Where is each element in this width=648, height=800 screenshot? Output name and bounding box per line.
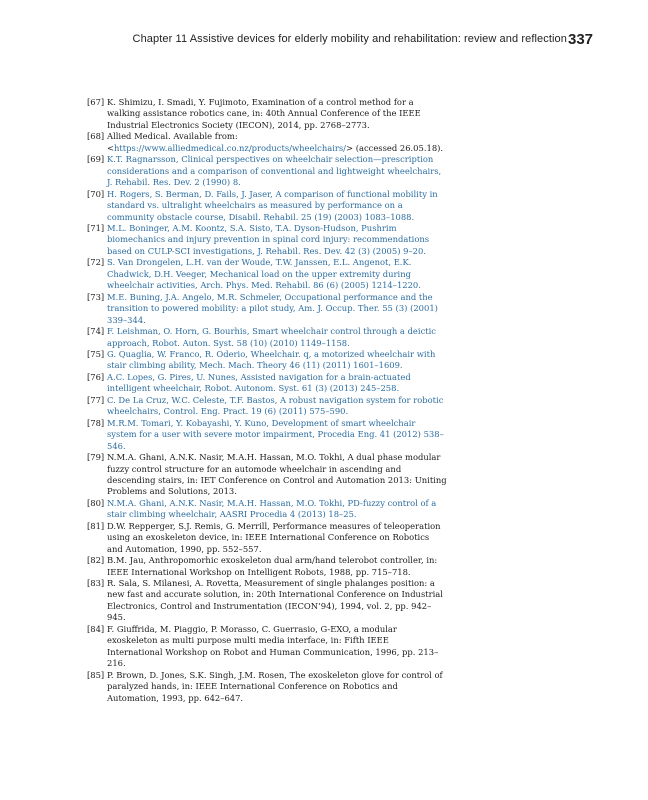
- reference-link[interactable]: K.T. Ragnarsson, Clinical perspectives on wheelchair selection—prescription considerations and a comparison of conventional and lightweight wheelchairs, J. Rehabil. Res. Dev. 2 (1990) 8.: [107, 154, 442, 188]
- reference-text-part: Allied Medical. Available from: <: [107, 131, 238, 153]
- chapter-title: Chapter 11 Assistive devices for elderly mobility and rehabilitation: review and reflection: [132, 33, 567, 45]
- reference-link[interactable]: M.R.M. Tomari, Y. Kobayashi, Y. Kuno, Development of smart wheelchair system for a user with severe motor impairment, Procedia Eng. 41 (2012) 538–546.: [107, 417, 444, 451]
- reference-item[interactable]: [87, 395, 447, 418]
- reference-number: [75]: [87, 348, 105, 359]
- reference-item[interactable]: [87, 154, 447, 188]
- reference-link[interactable]: F. Leishman, O. Horn, G. Bourhis, Smart wheelchair control through a deictic approach, Robot. Auton. Syst. 58 (10) (2010) 1149–1158.: [107, 326, 436, 348]
- reference-link[interactable]: N.M.A. Ghani, A.N.K. Nasir, M.A.H. Hassan, M.O. Tokhi, PD-fuzzy control of a stair climbing wheelchair, AASRI Procedia 4 (2013) 18–25.: [107, 497, 437, 520]
- reference-item[interactable]: [87, 498, 447, 521]
- reference-number: [69]: [87, 154, 105, 165]
- reference-text: B.M. Jau, Anthropomorhic exoskeleton dual arm/hand telerobot controller, in: IEEE International Workshop on Intelligent Robots, 1988, pp. 715–718.: [107, 555, 438, 577]
- reference-text: R. Sala, S. Milanesi, A. Rovetta, Measurement of single phalanges position: a new fast and accurate solution, in: 20th International Conference on Industrial Electronics, Control and Instrumentation (IECON’94), 1994, vol. 2, pp. 942–945.: [107, 578, 443, 623]
- reference-number: [84]: [87, 623, 105, 634]
- reference-item: [87, 131, 447, 154]
- reference-item[interactable]: [87, 326, 447, 349]
- reference-number: [80]: [87, 497, 105, 508]
- reference-item: [87, 521, 447, 555]
- reference-item: [87, 578, 447, 624]
- reference-item[interactable]: [87, 223, 447, 257]
- reference-link[interactable]: H. Rogers, S. Berman, D. Fails, J. Jaser, A comparison of functional mobility in standard vs. ultralight wheelchairs as measured by performance on a community obstacle course, Disabil. Rehabil. 25 (19) (2003) 1083–1088.: [107, 188, 438, 222]
- reference-number: [74]: [87, 326, 105, 337]
- reference-number: [70]: [87, 188, 105, 199]
- reference-item: [87, 555, 447, 578]
- reference-link[interactable]: M.E. Buning, J.A. Angelo, M.R. Schmeler, Occupational performance and the transition to powered mobility: a pilot study, Am. J. Occup. Ther. 55 (3) (2001) 339–344.: [107, 291, 438, 325]
- reference-number: [73]: [87, 291, 105, 302]
- reference-text-part: > (accessed 26.05.18).: [346, 142, 444, 153]
- reference-link[interactable]: S. Van Drongelen, L.H. van der Woude, T.W. Janssen, E.L. Angenot, E.K. Chadwick, D.H. Veeger, Mechanical load on the upper extremity during wheelchair activities, Arch. Phys. Med. Rehabil. 86 (6) (2005) 1214–1220.: [107, 257, 421, 291]
- reference-number: [72]: [87, 257, 105, 268]
- reference-text: N.M.A. Ghani, A.N.K. Nasir, M.A.H. Hassan, M.O. Tokhi, A dual phase modular fuzzy control structure for an automode wheelchair in ascending and descending stairs, in: IET Conference on Control and Automation 2013: Uniting Problems and Solutions, 2013.: [107, 452, 447, 497]
- reference-text: D.W. Repperger, S.J. Remis, G. Merrill, Performance measures of teleoperation using an exoskeleton device, in: IEEE International Conference on Robotics and Automation, 1990, pp. 552–557.: [107, 520, 441, 554]
- reference-number: [68]: [87, 131, 105, 142]
- reference-number: [78]: [87, 417, 105, 428]
- reference-item[interactable]: [87, 189, 447, 223]
- reference-number: [85]: [87, 669, 105, 680]
- reference-item: [87, 97, 447, 131]
- reference-number: [71]: [87, 222, 105, 233]
- reference-number: [83]: [87, 578, 105, 589]
- reference-text: K. Shimizu, I. Smadi, Y. Fujimoto, Examination of a control method for a walking assistance robotics cane, in: 40th Annual Conference of the IEEE Industrial Electronics Society (IECON), 2014, pp. 2768–2773.: [107, 97, 421, 130]
- reference-text: F. Giuffrida, M. Piaggio, P. Morasso, C. Guerrasio, G-EXO, a modular exoskeleton as multi purpose multi media interface, in: Fifth IEEE International Workshop on Robot and Human Communication, 1996, pp. 213–216.: [107, 623, 439, 669]
- reference-item[interactable]: [87, 349, 447, 372]
- running-header: [0, 33, 567, 53]
- reference-number: [81]: [87, 520, 105, 531]
- reference-number: [67]: [87, 97, 105, 107]
- reference-link[interactable]: C. De La Cruz, W.C. Celeste, T.F. Bastos, A robust navigation system for robotic wheelchairs, Control. Eng. Pract. 19 (6) (2011) 575–590.: [107, 394, 444, 417]
- reference-list: [87, 97, 447, 704]
- reference-item: [87, 624, 447, 670]
- reference-item[interactable]: [87, 292, 447, 326]
- reference-item[interactable]: [87, 418, 447, 452]
- reference-number: [82]: [87, 555, 105, 566]
- reference-number: [76]: [87, 371, 105, 382]
- reference-link[interactable]: A.C. Lopes, G. Pires, U. Nunes, Assisted navigation for a brain-actuated intelligent wheelchair, Robot. Autonom. Syst. 61 (3) (2013) 245–258.: [107, 371, 411, 394]
- reference-text: P. Brown, D. Jones, S.K. Singh, J.M. Rosen, The exoskeleton glove for control of paralyzed hands, in: IEEE International Conference on Robotics and Automation, 1993, pp. 642–647.: [107, 669, 443, 703]
- reference-item: [87, 452, 447, 498]
- reference-item[interactable]: [87, 372, 447, 395]
- page-number: 337: [568, 31, 594, 48]
- reference-link[interactable]: https://www.alliedmedical.co.nz/products/wheelchairs/: [114, 142, 347, 153]
- reference-number: [77]: [87, 394, 105, 405]
- reference-text: [107, 131, 447, 154]
- reference-item[interactable]: [87, 257, 447, 291]
- reference-link[interactable]: G. Quaglia, W. Franco, R. Oderio, Wheelchair. q, a motorized wheelchair with stair climbing ability, Mech. Mach. Theory 46 (11) (2011) 1601–1609.: [107, 348, 436, 371]
- reference-number: [79]: [87, 452, 105, 463]
- reference-item: [87, 670, 447, 704]
- reference-link[interactable]: M.L. Boninger, A.M. Koontz, S.A. Sisto, T.A. Dyson-Hudson, Pushrim biomechanics and injury prevention in spinal cord injury: recommendations based on CULP-SCI investigations, J. Rehabil. Res. Dev. 42 (3) (2005) 9–20.: [107, 222, 430, 256]
